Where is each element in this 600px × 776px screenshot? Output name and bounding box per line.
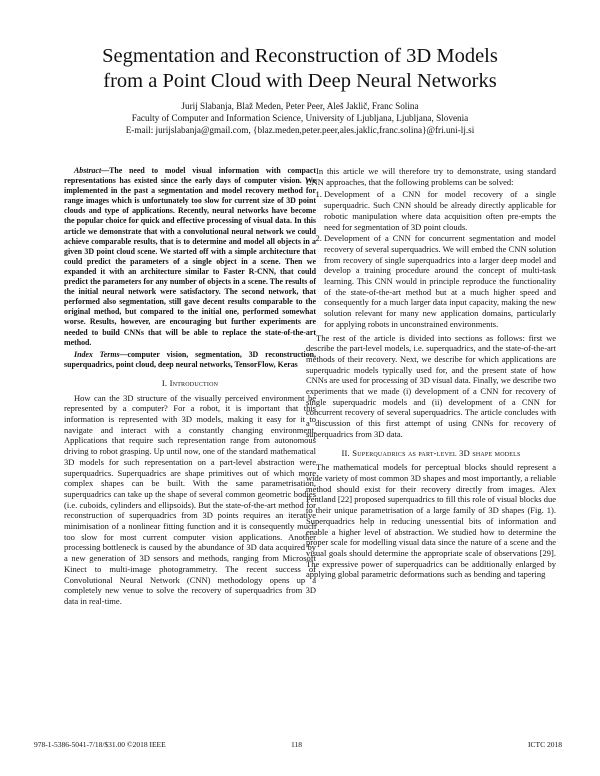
footer-page-number: 118: [291, 740, 302, 749]
footer-isbn: 978-1-5386-5041-7/18/$31.00 ©2018 IEEE: [34, 740, 166, 749]
index-terms-label: Index Terms: [74, 349, 120, 359]
right-column: [306, 166, 556, 580]
intro-paragraph: How can the 3D structure of the visually perceived environment be represented by a computer? For a robot, it is important that this information is represented with 3D models, making it easy for it to navigate and interact with a constantly changing environment. Applications that require such representation range from autonomous driving to robot grasping. Up until now, one of the standard mathematical 3D models for such representation on a part-level abstraction were superquadrics. Superquadrics are shape primitives out of which more complex shapes can be built. With the same parametrisation, superquadrics can take up the shape of several common geometric bodies (i.e. cuboids, cylinders and ellipsoids). But the state-of-the-art method for reconstruction of superquadrics from 3D points requires an iterative minimisation of a nonlinear fitting function and it is consequently much too slow for most current computer vision applications. Another processing bottleneck is caused by the abundance of 3D data acquired by a new generation of 3D sensors and methods, ranging from Microsoft Kinect to multi-image photogrammetry. The recent success of Convolutional Neural Network (CNN) methodology opens up a completely new venue to solve the recovery of superquadrics from 3D data in real-time.: [64, 392, 316, 606]
paper-title: [40, 44, 560, 94]
author-names: Jurij Slabanja, Blaž Meden, Peter Peer, Aleš Jaklič, Franc Solina: [181, 101, 419, 111]
abstract-label: Abstract: [74, 166, 102, 175]
superquadrics-paragraph: The mathematical models for perceptual blocks should represent a wide variety of most common 3D shapes and most importantly, a reliable method should exist for their recovery directly from images. Alex Pentland [22] proposed superquadrics to fill this role of visual blocks due to their unique parametrisation of a large family of 3D shapes (Fig. 1). Superquadrics help in reducing unessential bits of information and enable a higher level of abstraction. We studied how to determine the proper scale for modelling visual data since the nature of a scene and the visual goals should determine the appropriate scale of observations [29]. The expressive power of superquadrics can be additionally enlarged by applying global parametric deformations such as bending and tapering: [306, 462, 556, 580]
outline-paragraph: The rest of the article is divided into sections as follows: first we describe the part-level models, i.e. superquadrics, and the state-of-the-art methods of their recovery. Next, we describe for which applications are superquadric models typically used for, and the present state of how CNNs are used for processing of 3D visual data. Finally, we describe two experiments that we made (i) development of a CNN for recovery of single superquadric models and (ii) development of a CNN for concurrent recovery of several superquadrics. The article concludes with a discussion of this first attempt of using CNNs for recovery of superquadrics from 3D data.: [306, 332, 556, 439]
section-heading-introduction: [64, 378, 316, 389]
title-line-1: Segmentation and Reconstruction of 3D Models: [102, 45, 498, 67]
index-terms-text: —computer vision, segmentation, 3D reconstruction, superquadrics, point cloud, deep neural networks, TensorFlow, Keras: [64, 349, 317, 369]
author-affiliation: Faculty of Computer and Information Science, University of Ljubljana, Ljubljana, Slovenia: [131, 113, 469, 123]
list-item: 2. Development of a CNN for concurrent segmentation and model recovery of several superquadrics. We will embed the CNN solution from recovery of single superquadrics into a larger deep model and develop a training procedure around the concept of multi-task learning. This CNN would in principle reproduce the functionality of the state-of-the-art method but at a much higher speed and consequently for a much larger data input capacity, making the new solution relevant for many new application domains, particularly for applying robots in unconstrained environments.: [324, 233, 556, 329]
index-terms: [64, 350, 316, 370]
section-2-number: II.: [341, 447, 350, 458]
problems-list: [306, 189, 556, 329]
author-email: E-mail: jurijslabanja@gmail.com, {blaz.meden,peter.peer,ales.jaklic,franc.solina}@fri.uni-lj.si: [125, 125, 475, 135]
section-1-title: Introduction: [169, 377, 219, 388]
abstract-text: —The need to model visual information with compact representations has existed since the early days of computer vision. We implemented in the past a segmentation and model recovery method for range images which is unfortunately too slow for current size of 3D point clouds and type of applications. Recently, neural networks have become the popular choice for quick and effective processing of visual data. In this article we demonstrate that with a convolutional neural network we could achieve comparable results, that is to determine and model all objects in a given 3D point cloud scene. We started off with a simple architecture that could predict the parameters of a single object in a scene. Then we expanded it with an architecture similar to Faster R-CNN, that could predict the parameters for any number of objects in a scene. The results of the initial neural network were satisfactory. The second network, that performed also segmentation, still gave decent results comparable to the original method, but compared to the initial one, performed somewhat worse. Results, however, are encouraging but further experiments are needed to build CNNs that will be able to replace the state-of-the-art method.: [64, 166, 316, 347]
left-column: [64, 166, 316, 607]
section-heading-superquadrics: [306, 448, 556, 459]
problems-intro-paragraph: In this article we will therefore try to demonstrate, using standard CNN approaches, that the following problems can be solved:: [306, 166, 556, 187]
list-item: 1. Development of a CNN for model recovery of a single superquadric. Such CNN should be already directly applicable for robotic manipulation where data acquisition often pre-empts the need for segmentation of 3D point clouds.: [324, 189, 556, 232]
title-line-2: from a Point Cloud with Deep Neural Networks: [103, 70, 497, 92]
author-block: [30, 100, 570, 136]
section-2-title: Superquadrics as part-level 3D shape models: [352, 447, 521, 458]
footer-venue: ICTC 2018: [528, 740, 562, 749]
section-1-number: I.: [161, 377, 168, 388]
abstract: [64, 166, 316, 348]
